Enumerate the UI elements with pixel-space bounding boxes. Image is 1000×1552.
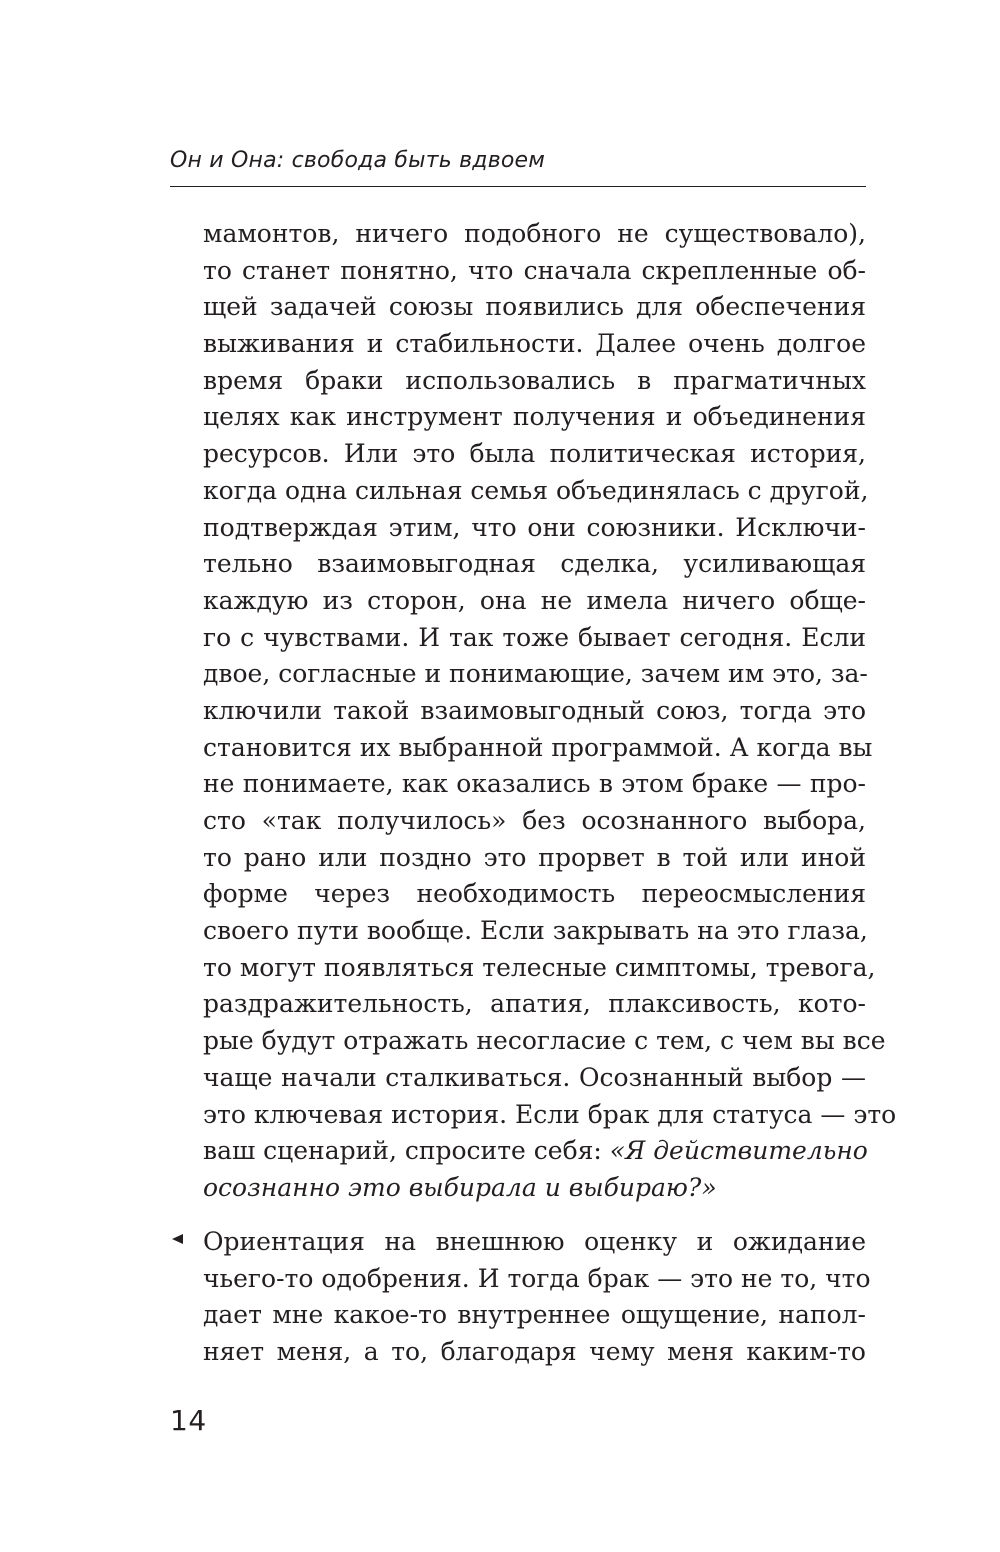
text-line: ресурсов. Или это была политическая история, [203, 439, 866, 469]
text-line: время браки использовались в прагматичных [203, 365, 866, 395]
text-line: чаще начали сталкиваться. Осознанный выбор — [203, 1062, 866, 1092]
italic-quote: осознанно это выбирала и выбираю?» [203, 1172, 717, 1202]
text-line: не понимаете, как оказались в этом браке — про- [203, 769, 866, 799]
text-line: го с чувствами. И так тоже бывает сегодня. Если [203, 622, 866, 652]
text-line: мамонтов, ничего подобного не существовало), [203, 219, 866, 248]
text-line [203, 1133, 866, 1170]
text-line: рые будут отражать несогласие с тем, с чем вы все [203, 1026, 886, 1056]
text-line: целях как инструмент получения и объединения [203, 402, 866, 432]
text-line: каждую из сторон, она не имела ничего обще- [203, 585, 866, 615]
text-line: чьего-то одобрения. И тогда брак — это не то, что [203, 1263, 871, 1293]
text-line: сто «так получилось» без осознанного выбора, [203, 806, 866, 835]
text-line: няет меня, а то, благодаря чему меня каким-то [203, 1337, 866, 1367]
text-line [203, 1170, 866, 1207]
text-line: щей задачей союзы появились для обеспечения [203, 292, 866, 322]
text-line: дает мне какое-то внутреннее ощущение, напол- [203, 1300, 866, 1330]
text-line: выживания и стабильности. Далее очень долгое [203, 329, 866, 359]
text-line: своего пути вообще. Если закрывать на это глаза, [203, 916, 868, 946]
text-line: становится их выбранной программой. А когда вы [203, 732, 873, 762]
page-number: 14 [170, 1404, 207, 1437]
italic-quote: «Я действительно [609, 1136, 868, 1166]
text-line: ключили такой взаимовыгодный союз, тогда это [203, 695, 866, 725]
text-line: тельно взаимовыгодная сделка, усиливающая [203, 549, 866, 579]
text-line: это ключевая история. Если брак для статуса — это [203, 1099, 897, 1129]
running-head: Он и Она: свобода быть вдвоем [170, 148, 546, 173]
header-rule [170, 186, 866, 187]
text-line: двое, согласные и понимающие, зачем им это, за- [203, 659, 868, 689]
text-line: Ориентация на внешнюю оценку и ожидание [203, 1227, 866, 1256]
text-segment: ваш сценарий, спросите себя: [203, 1136, 610, 1166]
text-line: то станет понятно, что сначала скрепленные об- [203, 255, 866, 285]
text-line: подтверждая этим, что они союзники. Исключи- [203, 512, 866, 542]
text-line: форме через необходимость переосмысления [203, 879, 866, 909]
text-line: когда одна сильная семья объединялась с другой, [203, 475, 869, 505]
bullet-triangle-icon [172, 1234, 183, 1244]
text-line: то рано или поздно это прорвет в той или иной [203, 842, 866, 872]
text-line: то могут появляться телесные симптомы, тревога, [203, 952, 876, 982]
paragraph-continued [203, 216, 897, 1207]
text-line: раздражительность, апатия, плаксивость, кото- [203, 989, 866, 1019]
bullet-item [203, 1224, 871, 1371]
